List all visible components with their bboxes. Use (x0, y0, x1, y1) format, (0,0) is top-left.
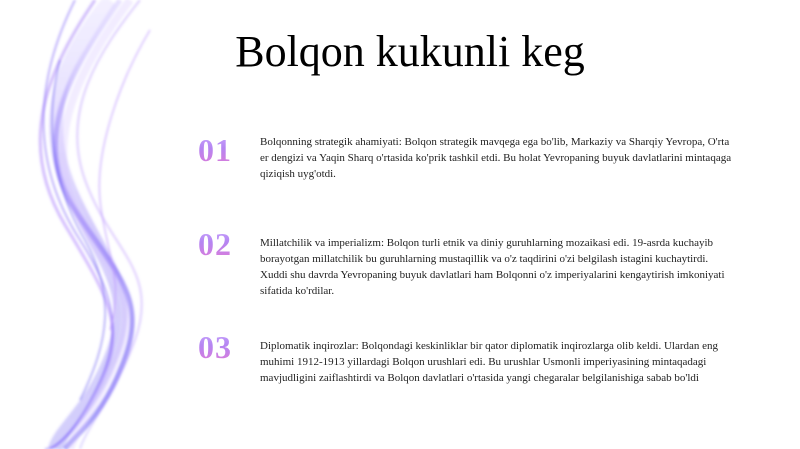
item-number-3: 03 (198, 329, 244, 365)
purple-smoke-ribbon-icon (0, 0, 200, 449)
item-text-1: Bolqonning strategik ahamiyati: Bolqon strategik mavqega ega bo'lib, Markaziy va Sharqiy Yevropa, O'rta er dengizi va Yaqin Sharq o'rtasida ko'prik tashkil etdi. Bu holat Yevropaning buyuk davlatlarini mintaqaga qiziqish uyg'otdi. (260, 136, 732, 180)
item-number-1: 01 (198, 132, 244, 168)
slide-title: Bolqon kukunli keg (235, 27, 585, 76)
item-number-2: 02 (198, 226, 244, 262)
item-text-3: Diplomatik inqirozlar: Bolqondagi keskinliklar bir qator diplomatik inqirozlarga olib keldi. Ulardan eng muhimi 1912-1913 yillardagi Bolqon urushlari edi. Bu urushlar Usmonli imperiyasining mintaqadagi mavjudligini zaiflashtirdi va Bolqon davlatlari o'rtasida yangi chegaralar belgilanishiga sabab bo'ldi (260, 340, 719, 384)
item-text-2: Millatchilik va imperializm: Bolqon turli etnik va diniy guruhlarning mozaikasi edi. 19-asrda kuchayib borayotgan millatchilik bu guruhlarning mustaqillik va o'z taqdirini o'zi belgilash istagini kuchaytirdi. Xuddi shu davrda Yevropaning buyuk davlatlari ham Bolqonni o'z imperiyalarini kengaytirish imkoniyati sifatida ko'rdilar. (260, 237, 725, 297)
